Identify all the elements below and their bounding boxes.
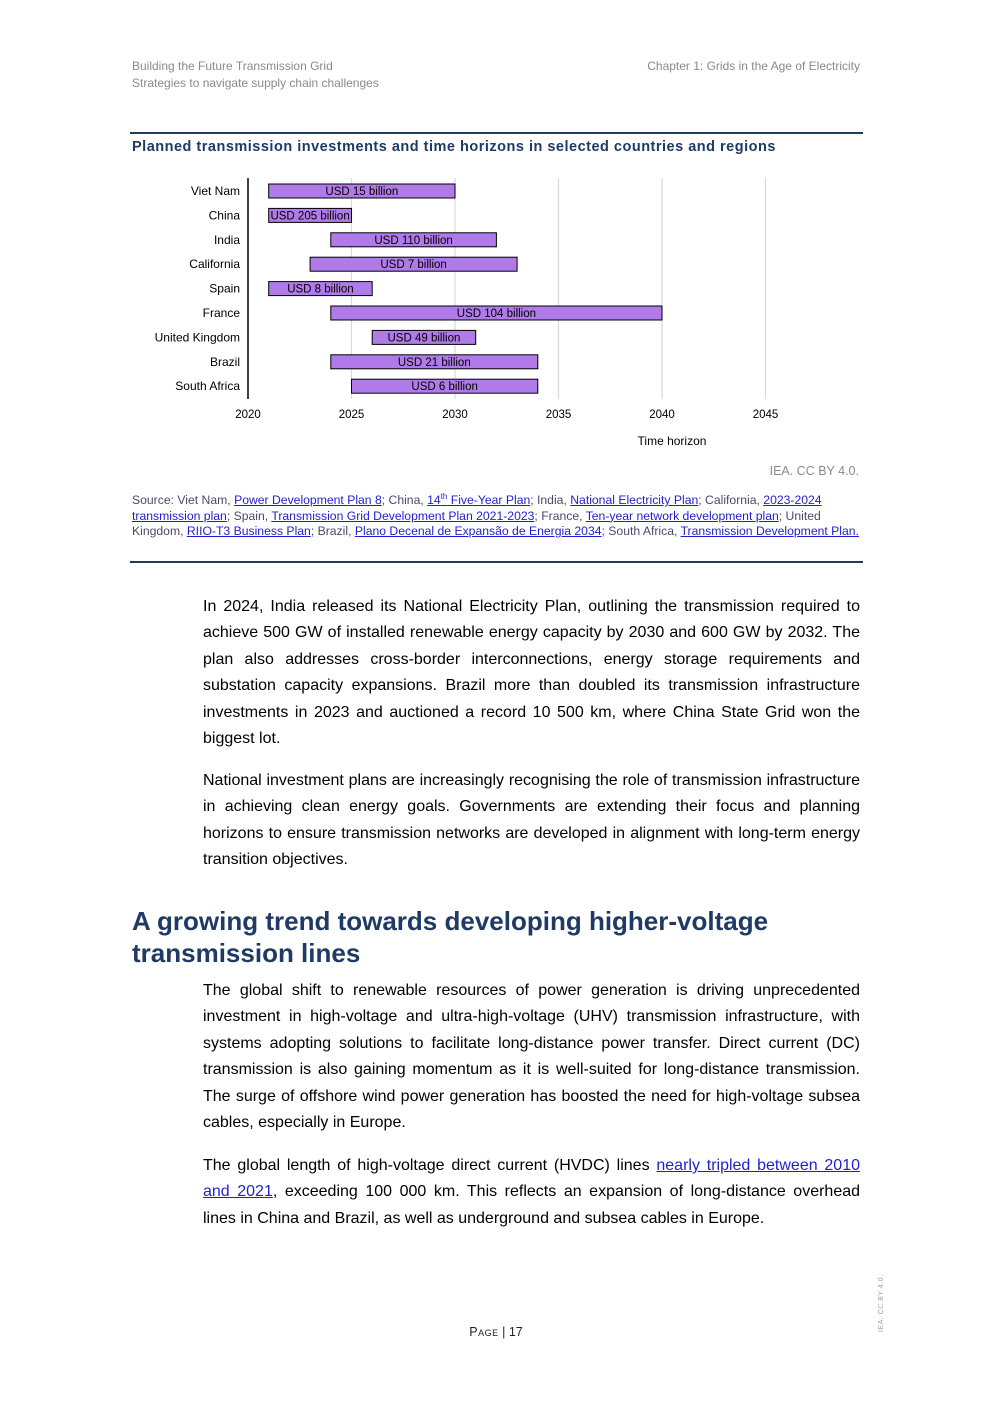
x-tick-label: 2030 (442, 409, 468, 421)
category-label: Brazil (209, 354, 240, 369)
body-paragraph-hvdc (203, 1153, 860, 1232)
bar-value-label: USD 15 billion (325, 186, 399, 198)
gantt-chart (0, 0, 992, 460)
source-link-spain[interactable]: Transmission Grid Development Plan 2021-2023 (271, 508, 535, 523)
x-tick-label: 2045 (752, 409, 779, 421)
category-label: China (208, 208, 240, 223)
bar-value-label: USD 8 billion (287, 283, 354, 296)
category-label: India (213, 232, 240, 247)
x-tick-label: 2020 (235, 409, 261, 421)
page-separator: | (498, 1325, 509, 1339)
source-link-france[interactable]: Ten-year network development plan (585, 508, 779, 523)
category-label: Spain (209, 281, 240, 296)
figure-bottom-rule (130, 561, 863, 563)
figure-credit: IEA. CC BY 4.0. (769, 464, 859, 478)
source-text: ; California, (698, 493, 764, 508)
bar-value-label: USD 6 billion (411, 381, 478, 394)
bar-value-label: USD 21 billion (397, 356, 471, 369)
source-link-south-africa[interactable]: Transmission Development Plan. (680, 524, 859, 539)
hvdc-text-pre: The global length of high-voltage direct current (HVDC) lines (203, 1157, 657, 1174)
source-text: ; Spain, (226, 508, 272, 523)
category-label: California (189, 257, 240, 272)
body-paragraph-national-plans: National investment plans are increasingly recognising the role of transmission infrastructure in achieving clean energy goals. Governments are extending their focus and planning horizons to ensure transmission networks are developed in alignment with long-term energy transition objectives. (203, 772, 860, 869)
running-header-chapter: Chapter 1: Grids in the Age of Electricity (647, 59, 860, 73)
side-license-mark: IEA. CC BY 4.0. (878, 1274, 885, 1332)
page-word: Page (469, 1325, 499, 1339)
x-axis-title: Time horizon (637, 434, 707, 448)
bar-value-label: USD 49 billion (387, 332, 461, 345)
source-link-brazil[interactable]: Plano Decenal de Expansão de Energia 2034 (354, 524, 602, 539)
source-text: ; United Kingdom, (132, 508, 821, 539)
source-link-india[interactable]: National Electricity Plan (570, 493, 699, 508)
header-subtitle: Strategies to navigate supply chain challenges (132, 76, 379, 90)
category-label: United Kingdom (154, 330, 240, 345)
bar-value-label: USD 7 billion (380, 259, 447, 272)
bar-value-label: USD 205 billion (270, 210, 350, 223)
source-link-uk[interactable]: RIIO-T3 Business Plan (186, 524, 311, 539)
category-label: France (202, 306, 240, 320)
body-paragraph-india-brazil: In 2024, India released its National Electricity Plan, outlining the transmission required to achieve 500 GW of installed renewable energy capacity by 2030 and 600 GW by 2032. The plan also addresses cross-border interconnections, energy storage requirements and substation capacity expansions. Brazil more than doubled its transmission infrastructure investments in 2023 and auctioned a record 10 500 km, where China State Grid won the biggest lot. (203, 598, 860, 748)
figure-title: Planned transmission investments and time horizons in selected countries and regions (132, 139, 776, 155)
category-label: South Africa (175, 379, 240, 394)
source-link-viet-nam[interactable]: Power Development Plan 8 (234, 493, 382, 508)
source-text: ; France, (534, 508, 586, 523)
bar-value-label: USD 110 billion (374, 234, 453, 247)
section-heading: A growing trend towards developing higher-voltage transmission lines (132, 906, 769, 968)
x-tick-label: 2040 (649, 409, 675, 421)
x-tick-label: 2025 (338, 409, 365, 421)
source-link-california[interactable]: 2023-2024 transmission plan (132, 493, 822, 523)
source-text: ; South Africa, (601, 524, 681, 539)
source-prefix: Source: Viet Nam, (132, 493, 235, 508)
category-label: Viet Nam (190, 184, 240, 198)
source-link-china-num: 14 (427, 493, 441, 508)
source-text: ; Brazil, (310, 524, 355, 539)
page-number: 17 (508, 1325, 523, 1339)
figure-source (132, 489, 860, 540)
hvdc-text-post: , exceeding 100 000 km. This reflects an expansion of long-distance overhead lines in China and Brazil, as well as underground and subsea cables in Europe. (203, 1183, 861, 1227)
body-paragraph-global-shift: The global shift to renewable resources of power generation is driving unprecedented investment in high-voltage and ultra-high-voltage (UHV) transmission infrastructure, with systems adopting solutions to facilitate long-distance power transfer. Direct current (DC) transmission is also gaining momentum as it is well-suited for long-distance transmission. The surge of offshore wind power generation has boosted the need for high-voltage subsea cables, especially in Europe. (203, 982, 860, 1132)
source-link-china-text: Five-Year Plan (447, 493, 531, 508)
header-title: Building the Future Transmission Grid (132, 59, 333, 73)
source-link-china[interactable] (427, 493, 530, 507)
page-footer (0, 1325, 992, 1339)
source-link-china-sup: th (440, 492, 448, 501)
hvdc-link[interactable]: nearly tripled between 2010 and 2021 (203, 1157, 861, 1201)
source-text: ; China, (381, 493, 428, 508)
bar-value-label: USD 104 billion (456, 308, 537, 320)
x-tick-label: 2035 (545, 409, 572, 421)
source-text: ; India, (530, 493, 571, 508)
